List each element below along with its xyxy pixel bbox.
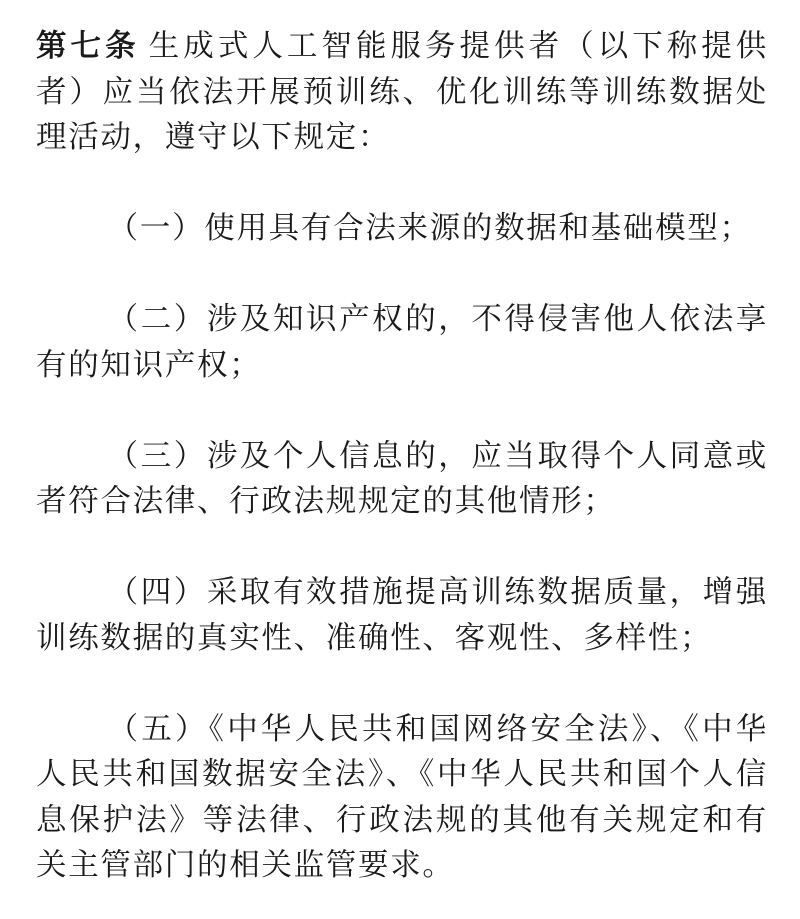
article-document: [36, 24, 768, 889]
list-item-1: （一）使用具有合法来源的数据和基础模型；: [107, 211, 752, 246]
list-item-3: （三）涉及个人信息的，应当取得个人同意或者符合法律、行政法规规定的其他情形；: [36, 438, 768, 519]
list-item-4: （四）采取有效措施提高训练数据质量，增强训练数据的真实性、准确性、客观性、多样性；: [36, 575, 768, 656]
article-number: 第七条: [36, 29, 140, 64]
article-intro-paragraph: [36, 24, 768, 161]
article-intro-text: 生成式人工智能服务提供者（以下称提供者）应当依法开展预训练、优化训练等训练数据处理活动，遵守以下规定：: [36, 29, 768, 155]
list-item-5: （五）《中华人民共和国网络安全法》、《中华人民共和国数据安全法》、《中华人民共和国个人信息保护法》等法律、行政法规的其他有关规定和有关主管部门的相关监管要求。: [36, 711, 768, 883]
list-item-2: （二）涉及知识产权的，不得侵害他人依法享有的知识产权；: [36, 302, 768, 383]
